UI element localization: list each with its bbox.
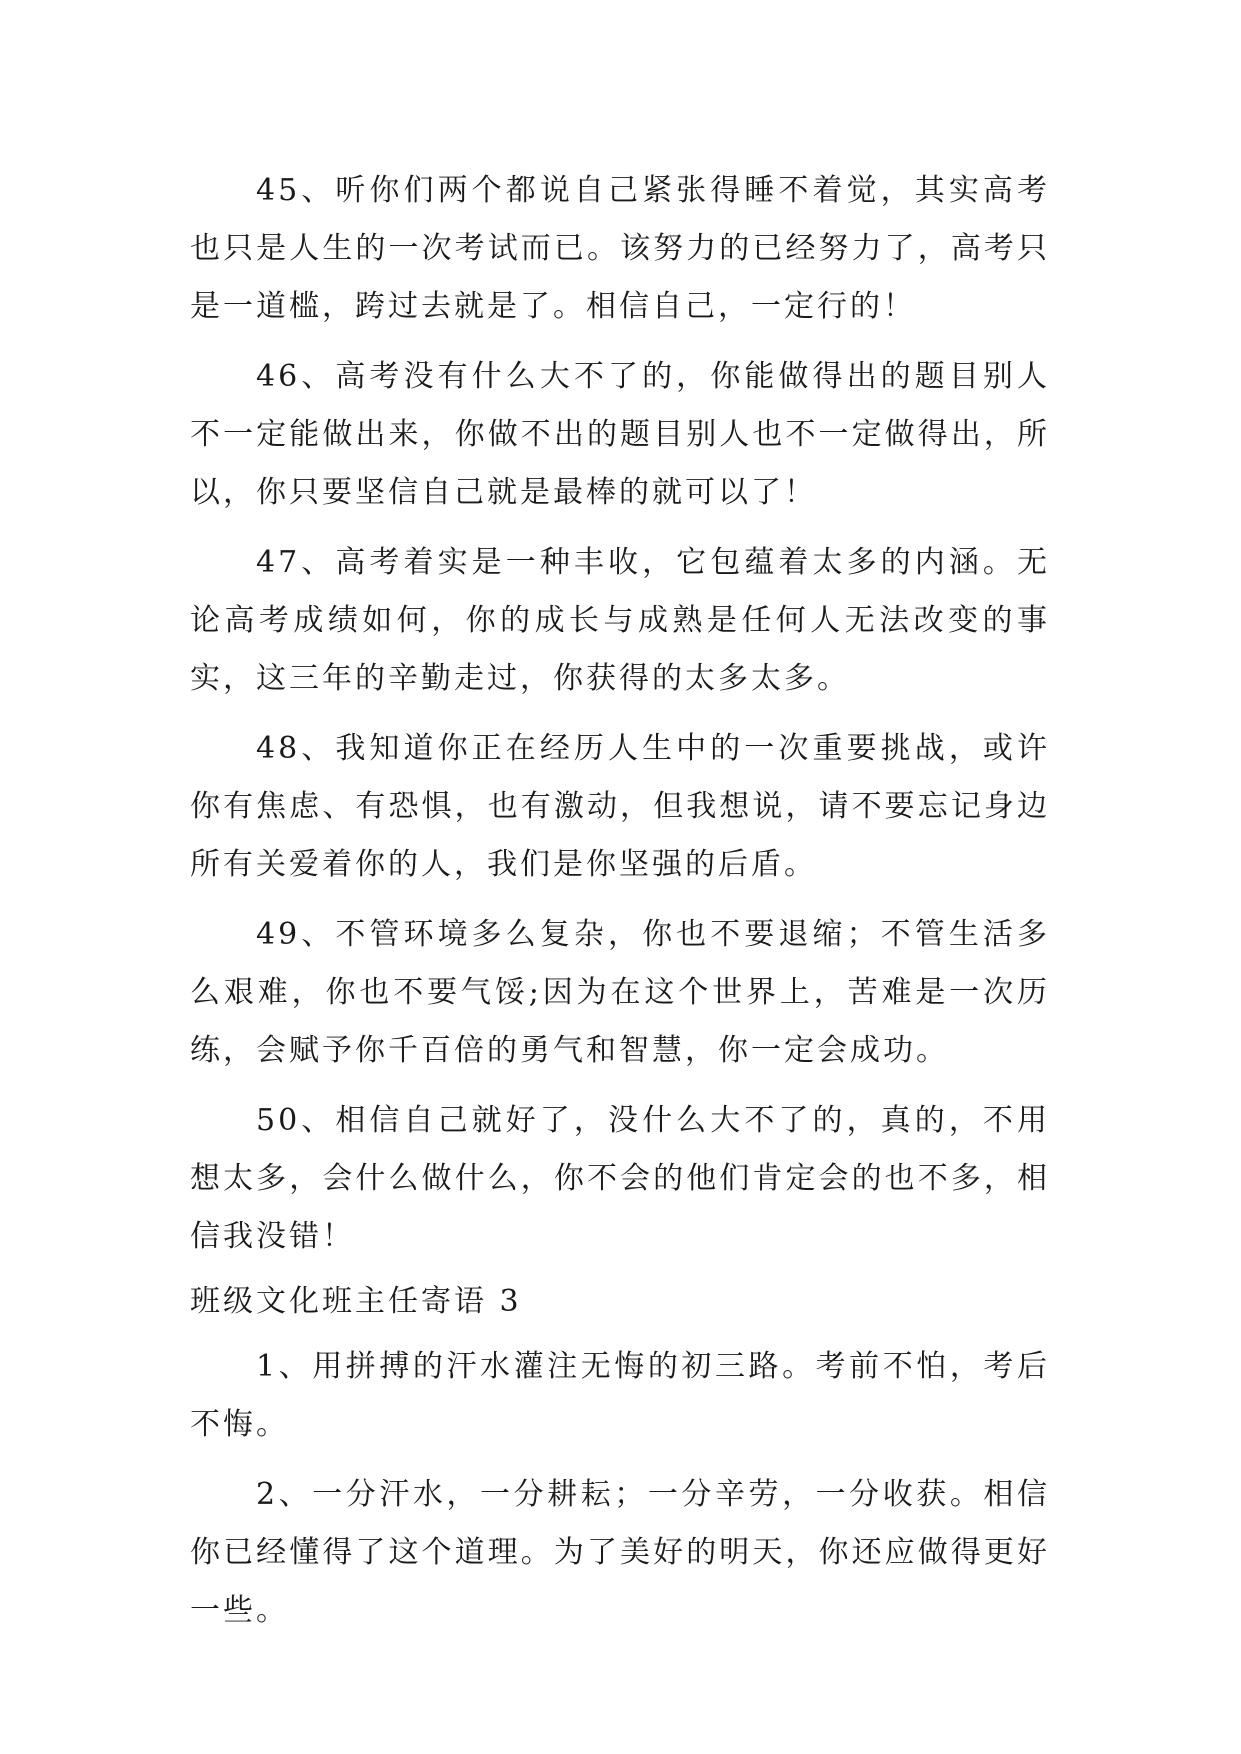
paragraph-50: 50、相信自己就好了，没什么大不了的，真的，不用想太多，会什么做什么，你不会的他们肯定会的也不多，相信我没错！ [190,1103,1050,1254]
paragraph-45: 45、听你们两个都说自己紧张得睡不着觉，其实高考也只是人生的一次考试而已。该努力的已经努力了，高考只是一道槛，跨过去就是了。相信自己，一定行的！ [190,173,1050,324]
section-heading: 班级文化班主任寄语 3 [190,1284,522,1319]
document-body [190,162,1050,1652]
paragraph-46: 46、高考没有什么大不了的，你能做得出的题目别人不一定能做出来，你做不出的题目别人也不一定做得出，所以，你只要坚信自己就是最棒的就可以了！ [190,359,1050,510]
paragraph-47: 47、高考着实是一种丰收，它包蕴着太多的内涵。无论高考成绩如何，你的成长与成熟是任何人无法改变的事实，这三年的辛勤走过，你获得的太多太多。 [190,545,1050,696]
paragraph-48: 48、我知道你正在经历人生中的一次重要挑战，或许你有焦虑、有恐惧，也有激动，但我想说，请不要忘记身边所有关爱着你的人，我们是你坚强的后盾。 [190,731,1050,882]
paragraph-49: 49、不管环境多么复杂，你也不要退缩；不管生活多么艰难，你也不要气馁;因为在这个世界上，苦难是一次历练，会赋予你千百倍的勇气和智慧，你一定会成功。 [190,917,1050,1068]
paragraph-1: 1、用拼搏的汗水灌注无悔的初三路。考前不怕，考后不悔。 [190,1349,1050,1442]
paragraph-2: 2、一分汗水，一分耕耘；一分辛劳，一分收获。相信你已经懂得了这个道理。为了美好的明天，你还应做得更好一些。 [190,1477,1050,1628]
